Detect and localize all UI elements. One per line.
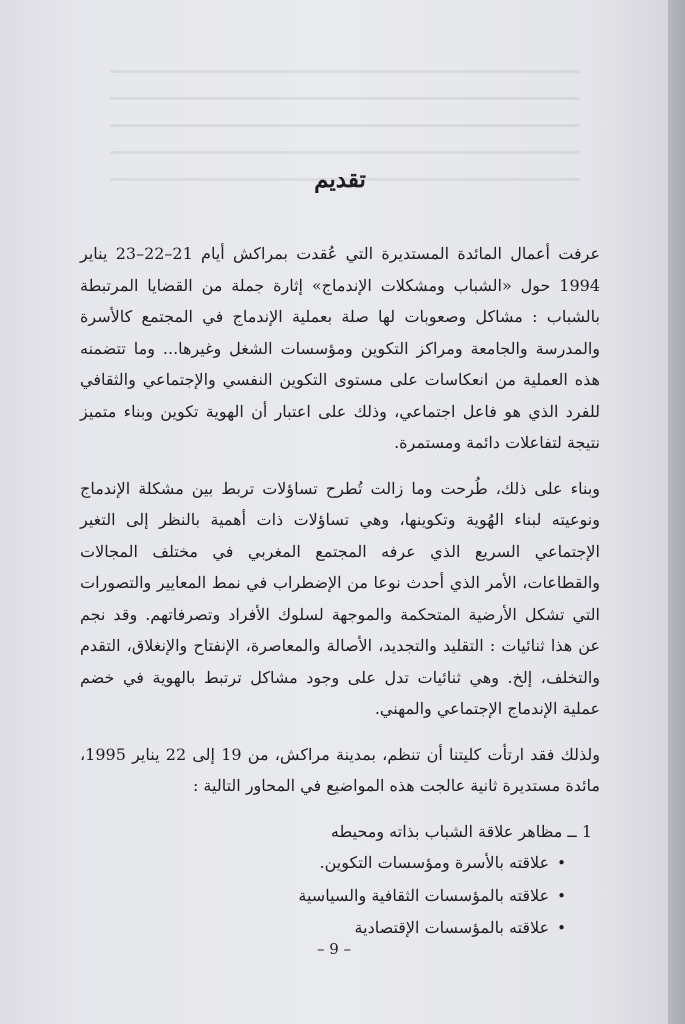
page-edge-shadow	[668, 0, 685, 1024]
page-number: – 9 –	[316, 940, 352, 958]
paragraph-roundtable: ولذلك فقد ارتأت كليتنا أن تنظم، بمدينة مراكش، من 19 إلى 22 يناير 1995، مائدة مستديرة ثانية عالجت هذه المواضيع في المحاور التالية :	[80, 744, 601, 795]
paragraph-intro: عرفت أعمال المائدة المستديرة التي عُقدت بمراكش أيام 21–22–23 يناير 1994 حول «الشباب ومشكلات الإندماج» إثارة جملة من القضايا المرتبطة بالشباب : مشاكل وصعوبات لها صلة بعملية الإندماج في المجتمع كالأسرة والمدرسة والجامعة ومراكز التكوين ومؤسسات الشغل وغيرها... وما تتضمنه هذه العملية من انعكاسات على مستوى التكوين النفسي والإجتماعي والثقافي للفرد الذي هو فاعل اجتماعي، وذلك على اعتبار أن الهوية تكوين وبناء متميز نتيجة لتفاعلات دائمة ومستمرة.	[80, 244, 600, 452]
bullet-item: • علاقته بالأسرة ومؤسسات التكوين.	[80, 847, 566, 880]
page-content	[80, 160, 600, 945]
bullet-item: • علاقته بالمؤسسات الثقافية والسياسية	[80, 880, 566, 913]
page-heading: تقديم	[314, 166, 366, 193]
axis-bullet-list	[80, 847, 600, 945]
bullet-item: • علاقته بالمؤسسات الإقتصادية	[80, 912, 566, 945]
axis-title: 1 ــ مظاهر علاقة الشباب بذاته ومحيطه	[330, 821, 592, 841]
paragraph-questions: وبناء على ذلك، طُرحت وما زالت تُطرح تساؤلات تربط بين مشكلة الإندماج ونوعيته لبناء الهُوية وتكوينها، وهي تساؤلات ذات أهمية بالنظر إلى التغير الإجتماعي السريع الذي عرفه المجتمع المغربي في مختلف المجالات والقطاعات، الأمر الذي أحدث نوعا من الإضطراب في نمط المعايير والتصورات التي تشكل الأرضية المتحكمة والموجهة لسلوك الأفراد وتصرفاتهم. وقد نجم عن هذا ثنائيات : التقليد والتجديد، الأصالة والمعاصرة، الإنفتاح والإنغلاق، التقدم والتخلف، إلخ. وهي ثنائيات تدل على وجود مشاكل ترتبط بالهوية في خضم عملية الإندماج الإجتماعي والمهني.	[80, 478, 601, 718]
